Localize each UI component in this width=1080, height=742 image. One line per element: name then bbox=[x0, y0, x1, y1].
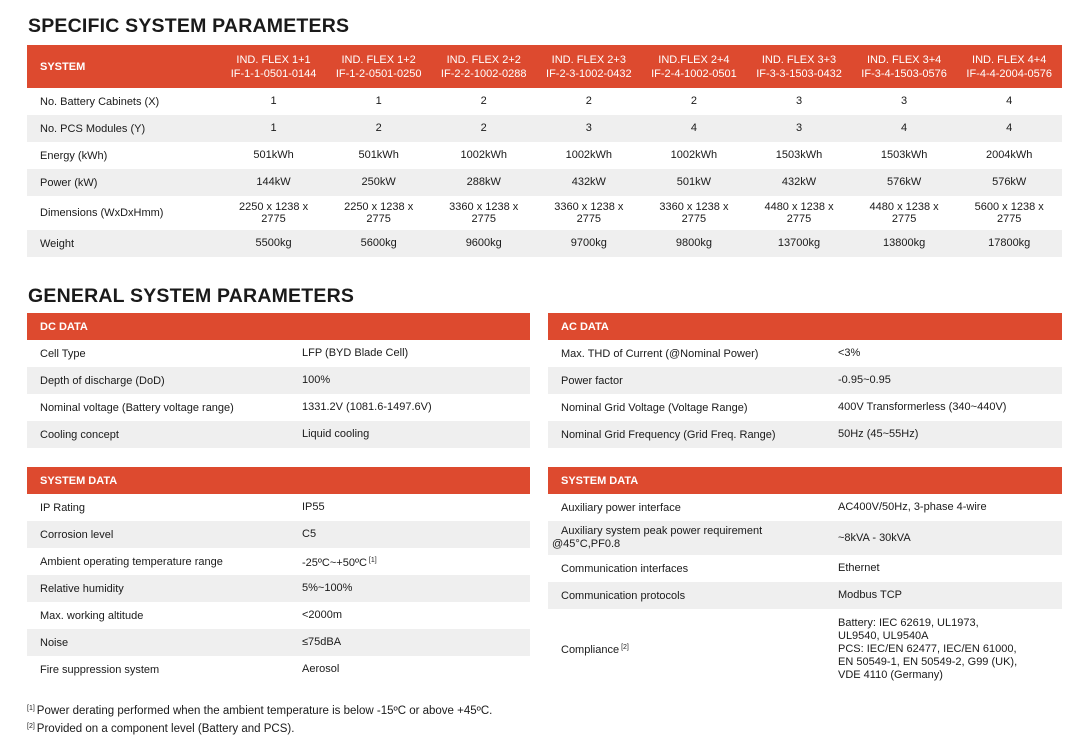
cell bbox=[326, 201, 431, 226]
cell bbox=[746, 201, 851, 226]
table-row bbox=[27, 421, 530, 448]
column-header bbox=[326, 45, 431, 88]
table-row bbox=[27, 602, 530, 629]
ac-data-table bbox=[548, 313, 1062, 448]
cell bbox=[536, 201, 641, 226]
cell: 2004kWh bbox=[985, 149, 1033, 162]
compliance-line: UL9540, UL9540A bbox=[838, 630, 929, 642]
column-code: IF-4-4-2004-0576 bbox=[966, 67, 1052, 80]
cell: 4 bbox=[1006, 122, 1013, 135]
row-label: Communication interfaces bbox=[561, 562, 689, 575]
compliance-line: PCS: IEC/EN 62477, IEC/EN 61000, bbox=[838, 643, 1017, 655]
compliance-line: VDE 4110 (Germany) bbox=[838, 669, 943, 681]
cell: 1002kWh bbox=[565, 149, 613, 162]
column-code: IF-2-2-1002-0288 bbox=[440, 67, 527, 80]
cell: 1503kWh bbox=[880, 149, 928, 162]
row-value: 400V Transformerless (340~440V) bbox=[838, 401, 1007, 413]
header-system-label: SYSTEM bbox=[40, 60, 86, 73]
column-code: IF-1-2-0501-0250 bbox=[335, 67, 422, 80]
column-header bbox=[852, 45, 957, 88]
row-label-line: @45°C,PF0.8 bbox=[552, 538, 621, 550]
cell: 3 bbox=[901, 95, 908, 108]
row-value: 50Hz (45~55Hz) bbox=[838, 428, 919, 440]
cell: 501kW bbox=[676, 176, 712, 189]
cell: 5600kg bbox=[360, 237, 397, 250]
row-label: Cooling concept bbox=[40, 428, 119, 441]
dim-line: 4480 x 1238 x bbox=[869, 200, 939, 213]
table-row bbox=[548, 394, 1062, 421]
system-data-header: SYSTEM DATA bbox=[27, 467, 530, 494]
table-row bbox=[27, 575, 530, 602]
table-row bbox=[27, 230, 1062, 257]
row-value: Modbus TCP bbox=[838, 589, 902, 601]
dim-line: 2775 bbox=[891, 213, 917, 225]
row-value: 5%~100% bbox=[302, 582, 353, 594]
ac-data-header: AC DATA bbox=[548, 313, 1062, 340]
system-data-header: SYSTEM DATA bbox=[548, 467, 1062, 494]
table-row bbox=[548, 555, 1062, 582]
column-code: IF-3-4-1503-0576 bbox=[861, 67, 947, 80]
cell bbox=[641, 201, 746, 226]
cell: 9800kg bbox=[675, 237, 712, 250]
cell: 1002kWh bbox=[460, 149, 507, 162]
cell: 17800kg bbox=[988, 237, 1031, 250]
row-value bbox=[838, 617, 1017, 682]
dc-data-header: DC DATA bbox=[27, 313, 530, 340]
cell bbox=[957, 201, 1062, 226]
column-code: IF-2-4-1002-0501 bbox=[651, 67, 737, 80]
dim-line: 2775 bbox=[996, 213, 1022, 225]
row-value: ≤75dBA bbox=[302, 636, 342, 648]
cell: 2 bbox=[375, 122, 382, 135]
column-code: IF-3-3-1503-0432 bbox=[756, 67, 842, 80]
row-value: ~8kVA - 30kVA bbox=[838, 531, 911, 544]
cell bbox=[221, 201, 326, 226]
footnote-mark: [1] bbox=[27, 705, 35, 712]
table-row bbox=[548, 582, 1062, 609]
cell: 576kW bbox=[992, 176, 1027, 189]
row-value: 100% bbox=[302, 374, 331, 386]
cell: 2 bbox=[480, 122, 487, 135]
column-header bbox=[641, 45, 746, 88]
system-data-table-left bbox=[27, 467, 530, 683]
dim-line: 3360 x 1238 x bbox=[449, 200, 519, 213]
general-parameters-title: GENERAL SYSTEM PARAMETERS bbox=[28, 285, 355, 307]
dim-line: 2775 bbox=[576, 213, 602, 225]
dim-line: 2250 x 1238 x bbox=[344, 200, 414, 213]
cell: 4 bbox=[901, 122, 908, 135]
cell: 2 bbox=[690, 95, 697, 108]
row-value: C5 bbox=[302, 528, 317, 540]
cell: 501kWh bbox=[253, 149, 294, 162]
dim-line: 2775 bbox=[471, 213, 496, 225]
system-data-table-right bbox=[548, 467, 1062, 690]
footnote bbox=[27, 719, 492, 737]
cell: 1 bbox=[375, 95, 382, 108]
cell: 3 bbox=[585, 122, 592, 135]
cell bbox=[431, 201, 536, 226]
table-header bbox=[27, 45, 1062, 88]
row-value: LFP (BYD Blade Cell) bbox=[302, 347, 409, 359]
row-label-line: Auxiliary system peak power requirement bbox=[561, 525, 763, 537]
cell: 576kW bbox=[886, 176, 922, 189]
cell: 288kW bbox=[466, 176, 501, 189]
row-label: Nominal Grid Frequency (Grid Freq. Range) bbox=[561, 428, 776, 441]
compliance-line: Battery: IEC 62619, UL1973, bbox=[838, 617, 979, 629]
column-name: IND. FLEX 4+4 bbox=[972, 53, 1047, 66]
row-label: Cell Type bbox=[40, 347, 86, 360]
column-name: IND. FLEX 2+2 bbox=[446, 53, 521, 66]
column-header bbox=[746, 45, 851, 88]
cell: 1 bbox=[270, 122, 277, 135]
temperature-range: -25ºC~+50ºC bbox=[302, 556, 367, 569]
dim-line: 3360 x 1238 x bbox=[659, 200, 729, 213]
footnote bbox=[27, 701, 492, 719]
row-value: 1331.2V (1081.6-1497.6V) bbox=[302, 401, 432, 413]
cell: 501kWh bbox=[358, 149, 399, 162]
footnote-mark: [2] bbox=[27, 723, 35, 730]
table-row bbox=[27, 656, 530, 683]
specific-parameters-title: SPECIFIC SYSTEM PARAMETERS bbox=[28, 15, 350, 37]
cell bbox=[852, 201, 957, 226]
table-row bbox=[27, 629, 530, 656]
table-row bbox=[27, 521, 530, 548]
row-value: <2000m bbox=[302, 609, 343, 621]
row-label: Relative humidity bbox=[40, 582, 124, 595]
row-label: Corrosion level bbox=[40, 528, 114, 541]
row-value: Liquid cooling bbox=[302, 428, 370, 440]
footnotes bbox=[27, 701, 492, 737]
footnote-text: Power derating performed when the ambient temperature is below -15ºC or above +45ºC. bbox=[36, 705, 493, 717]
row-label: No. Battery Cabinets (X) bbox=[40, 95, 160, 108]
table-row bbox=[27, 367, 530, 394]
row-label: Nominal Grid Voltage (Voltage Range) bbox=[561, 401, 748, 414]
table-row bbox=[27, 340, 530, 367]
cell: 144kW bbox=[256, 176, 291, 189]
row-value: -0.95~0.95 bbox=[838, 374, 891, 386]
dim-line: 3360 x 1238 x bbox=[554, 200, 624, 213]
cell: 3 bbox=[795, 95, 803, 108]
table-row bbox=[27, 88, 1062, 115]
column-code: IF-1-1-0501-0144 bbox=[230, 67, 317, 80]
table-row bbox=[27, 142, 1062, 169]
row-label: Ambient operating temperature range bbox=[40, 555, 223, 568]
footnote-ref: [2] bbox=[621, 643, 629, 651]
column-header bbox=[221, 45, 326, 88]
dim-line: 2250 x 1238 x bbox=[238, 200, 309, 213]
table-row bbox=[27, 548, 530, 575]
row-label: Communication protocols bbox=[561, 589, 686, 602]
cell: 9700kg bbox=[570, 237, 607, 250]
cell: 13800kg bbox=[883, 237, 926, 250]
column-header bbox=[536, 45, 641, 88]
row-label: Max. working altitude bbox=[40, 609, 144, 622]
cell: 5500kg bbox=[255, 237, 292, 250]
column-name: IND. FLEX 2+3 bbox=[551, 53, 626, 66]
dim-line: 4480 x 1238 x bbox=[764, 200, 834, 213]
column-name: IND. FLEX 3+3 bbox=[761, 53, 837, 66]
cell: 1002kWh bbox=[670, 149, 718, 162]
cell: 9600kg bbox=[465, 237, 502, 250]
table-row bbox=[27, 394, 530, 421]
table-row bbox=[27, 494, 530, 521]
cell: 4 bbox=[690, 122, 697, 135]
row-label bbox=[548, 644, 838, 656]
row-label: Power (kW) bbox=[40, 176, 98, 189]
row-value: Ethernet bbox=[838, 562, 880, 574]
dim-line: 2775 bbox=[261, 213, 286, 225]
row-label: Dimensions (WxDxHmm) bbox=[40, 207, 164, 219]
row-label: Power factor bbox=[561, 374, 623, 387]
column-name: IND. FLEX 1+1 bbox=[236, 53, 311, 66]
column-name: IND. FLEX 1+2 bbox=[341, 53, 416, 66]
column-name: IND. FLEX 3+4 bbox=[866, 53, 942, 66]
dc-data-table bbox=[27, 313, 530, 448]
footnote-ref: [1] bbox=[368, 556, 377, 564]
row-value bbox=[302, 554, 377, 570]
cell: 13700kg bbox=[777, 237, 821, 250]
row-label: Nominal voltage (Battery voltage range) bbox=[40, 401, 234, 414]
dim-line: 2775 bbox=[366, 213, 391, 225]
row-value: IP55 bbox=[302, 501, 325, 513]
table-row bbox=[548, 367, 1062, 394]
compliance-label: Compliance bbox=[561, 643, 620, 656]
row-label: Depth of discharge (DoD) bbox=[40, 374, 165, 387]
cell: 4 bbox=[1006, 95, 1013, 108]
cell: 432kW bbox=[781, 176, 817, 189]
row-value: AC400V/50Hz, 3-phase 4-wire bbox=[838, 501, 987, 513]
dim-line: 2775 bbox=[786, 213, 812, 225]
cell: 3 bbox=[795, 122, 803, 135]
row-label: Auxiliary power interface bbox=[561, 501, 681, 514]
column-header bbox=[957, 45, 1062, 88]
row-label: Max. THD of Current (@Nominal Power) bbox=[561, 347, 759, 360]
row-value: <3% bbox=[838, 347, 861, 359]
dim-line: 5600 x 1238 x bbox=[974, 200, 1044, 213]
table-row bbox=[548, 494, 1062, 521]
row-label: Weight bbox=[40, 237, 75, 250]
dim-line: 2775 bbox=[681, 213, 707, 225]
cell: 250kW bbox=[361, 176, 396, 189]
row-label bbox=[548, 525, 838, 551]
cell: 2 bbox=[585, 95, 592, 108]
specific-parameters-table bbox=[27, 45, 1062, 257]
column-code: IF-2-3-1002-0432 bbox=[546, 67, 632, 80]
cell: 2 bbox=[480, 95, 487, 108]
cell: 432kW bbox=[571, 176, 606, 189]
row-label: IP Rating bbox=[40, 501, 86, 514]
column-name: IND.FLEX 2+4 bbox=[658, 53, 730, 66]
row-value: Aerosol bbox=[302, 663, 340, 675]
row-label: No. PCS Modules (Y) bbox=[40, 122, 146, 135]
table-row bbox=[548, 521, 1062, 555]
row-label: Noise bbox=[40, 636, 69, 649]
table-row bbox=[548, 609, 1062, 690]
footnote-text: Provided on a component level (Battery and PCS). bbox=[36, 723, 295, 735]
compliance-line: EN 50549-1, EN 50549-2, G99 (UK), bbox=[838, 656, 1018, 668]
cell: 1 bbox=[270, 95, 277, 108]
table-row bbox=[548, 421, 1062, 448]
table-row bbox=[27, 115, 1062, 142]
cell: 1503kWh bbox=[775, 149, 823, 162]
column-header bbox=[431, 45, 536, 88]
row-label: Energy (kWh) bbox=[40, 149, 108, 162]
table-row bbox=[548, 340, 1062, 367]
table-row bbox=[27, 196, 1062, 230]
row-label: Fire suppression system bbox=[40, 663, 160, 676]
table-row bbox=[27, 169, 1062, 196]
